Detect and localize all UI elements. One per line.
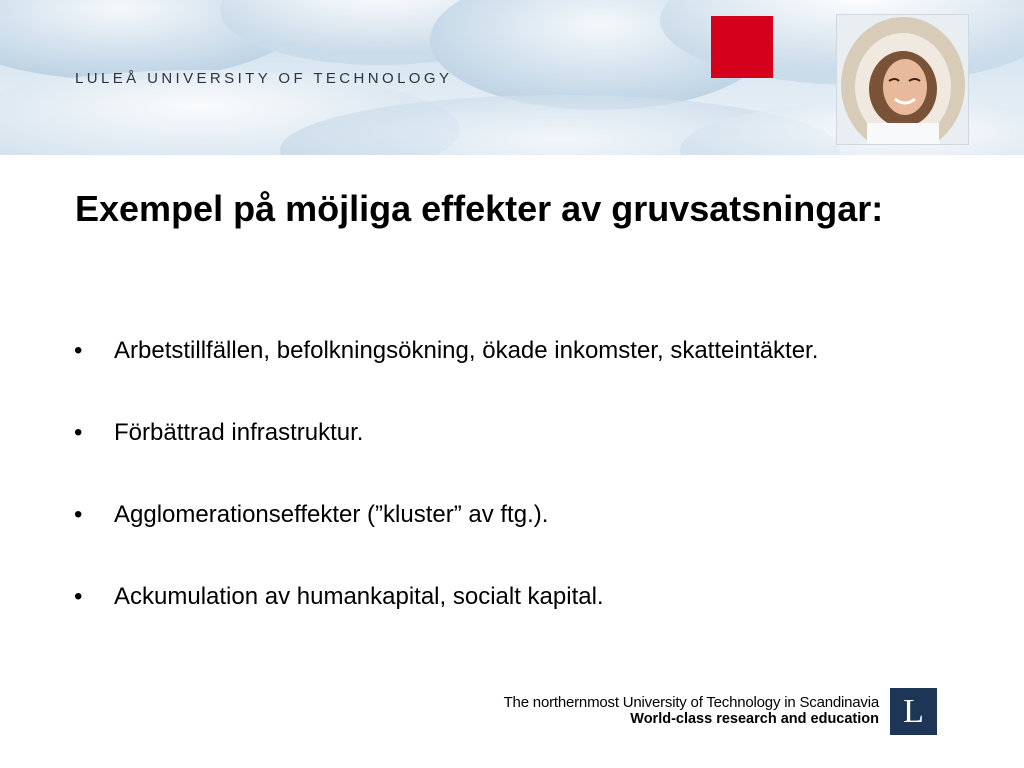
university-logo: L (890, 688, 937, 735)
slide-title: Exempel på möjliga effekter av gruvsatsningar: (75, 188, 884, 229)
bullet-item (72, 334, 932, 368)
bullet-item (72, 580, 932, 614)
woman-in-fur-hood-photo (837, 15, 968, 144)
bullet-dot: • (74, 337, 83, 364)
bullet-dot: • (74, 419, 83, 446)
bullet-dot: • (74, 501, 83, 528)
bullet-text: Agglomerationseffekter (”kluster” av ftg.). (114, 501, 549, 528)
footer-tagline (504, 694, 879, 728)
bullet-list (72, 334, 932, 614)
bullet-item (72, 416, 932, 450)
university-name: LULEÅ UNIVERSITY OF TECHNOLOGY (75, 70, 453, 87)
bullet-text: Ackumulation av humankapital, socialt kapital. (114, 583, 604, 610)
header-photo (836, 14, 969, 145)
header-banner (0, 0, 1024, 155)
bullet-dot: • (74, 583, 83, 610)
bullet-text: Förbättrad infrastruktur. (114, 419, 364, 446)
bullet-text: Arbetstillfällen, befolkningsökning, ökade inkomster, skatteintäkter. (114, 337, 819, 364)
bullet-item (72, 498, 932, 532)
footer-line-1: The northernmost University of Technology in Scandinavia (503, 694, 879, 711)
footer-line-2: World-class research and education (630, 711, 879, 727)
red-accent-square (711, 16, 773, 78)
